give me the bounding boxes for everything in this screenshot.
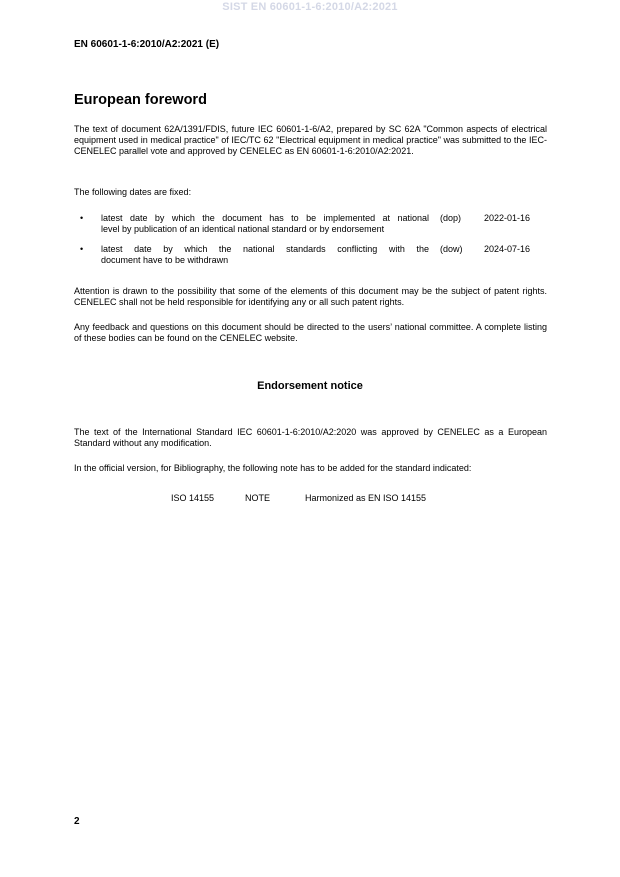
note-label: NOTE bbox=[245, 493, 271, 503]
bullet-icon: • bbox=[80, 244, 84, 254]
dates-intro: The following dates are fixed: bbox=[74, 187, 192, 197]
date-item-text-line1: latest date by which the document has to be implemented at national bbox=[101, 213, 429, 223]
patent-paragraph: Attention is drawn to the possibility that some of the elements of this document may be the subject of patent rights. CENELEC shall not be held responsible for identifying any or all such patent rights. bbox=[74, 286, 547, 307]
bibliography-paragraph: In the official version, for Bibliography, the following note has to be added for the standard indicated: bbox=[74, 463, 472, 473]
date-item-text bbox=[101, 213, 429, 235]
note-text: Harmonized as EN ISO 14155 bbox=[305, 493, 427, 503]
document-header: EN 60601-1-6:2010/A2:2021 (E) bbox=[74, 39, 220, 50]
feedback-paragraph: Any feedback and questions on this document should be directed to the users’ national committee. A complete listing of these bodies can be found on the CENELEC website. bbox=[74, 322, 547, 343]
date-item-text-line2: document have to be withdrawn bbox=[101, 255, 229, 265]
date-value: 2024-07-16 bbox=[484, 244, 531, 254]
date-code: (dop) bbox=[440, 213, 462, 223]
date-item-text-line1: latest date by which the national standards conflicting with the bbox=[101, 244, 429, 254]
watermark: SIST EN 60601-1-6:2010/A2:2021 bbox=[222, 1, 398, 13]
date-item-text bbox=[101, 244, 429, 266]
date-item-text-line2: level by publication of an identical national standard or by endorsement bbox=[101, 224, 385, 234]
note-standard: ISO 14155 bbox=[171, 493, 215, 503]
bullet-icon: • bbox=[80, 213, 84, 223]
page-number: 2 bbox=[74, 816, 80, 827]
endorsement-title: Endorsement notice bbox=[257, 380, 363, 392]
date-code: (dow) bbox=[440, 244, 463, 254]
foreword-paragraph: The text of document 62A/1391/FDIS, future IEC 60601-1-6/A2, prepared by SC 62A "Common aspects of electrical equipment used in medical practice" of IEC/TC 62 "Electrical equipment in medical practice" was submitted to the IEC-CENELEC parallel vote and approved by CENELEC as EN 60601-1-6:2010/A2:2021. bbox=[74, 124, 547, 156]
foreword-title: European foreword bbox=[74, 92, 207, 108]
date-value: 2022-01-16 bbox=[484, 213, 531, 223]
endorsement-paragraph: The text of the International Standard IEC 60601-1-6:2010/A2:2020 was approved by CENELEC as a European Standard without any modification. bbox=[74, 427, 547, 448]
